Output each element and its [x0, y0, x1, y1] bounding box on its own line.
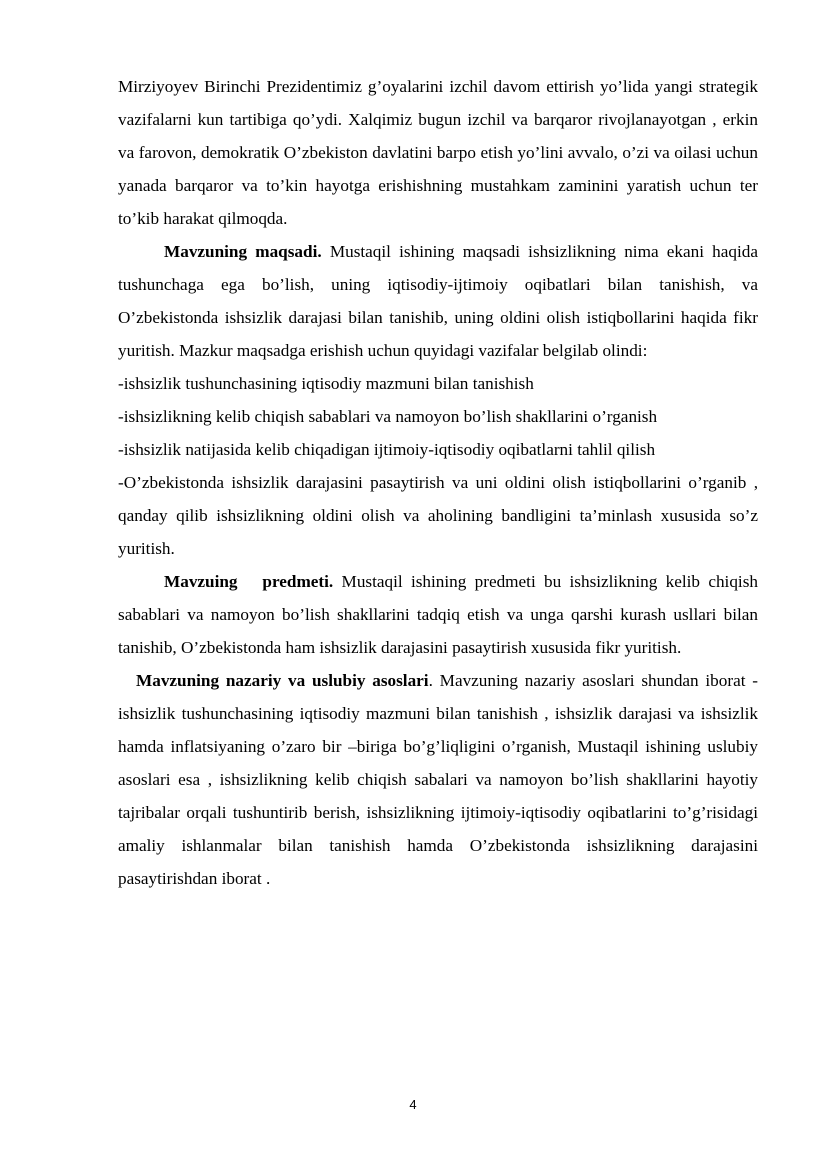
subject-text: Mustaqil ishining predmeti bu ishsizlikning kelib chiqish sabablari va namoyon bo’lish shakllarini tadqiq etish va unga qarshi kurash usllari bilan tanishib, O’zbekistonda ham ishsizlik darajasini pasaytirish xususida fikr yuritish.	[118, 572, 758, 657]
list-item: -O’zbekistonda ishsizlik darajasini pasaytirish va uni oldini olish istiqbollarini o’rganib , qanday qilib ishsizlikning oldini olish va aholining bandligini ta’minlash xususida so’z yuritish.	[118, 473, 758, 558]
paragraph-goal	[118, 235, 758, 367]
paragraph-intro: Mirziyoyev Birinchi Prezidentimiz g’oyalarini izchil davom ettirish yo’lida yangi strategik vazifalarni kun tartibiga qo’ydi. Xalqimiz bugun izchil va barqaror rivojlanayotgan , erkin va farovon, demokratik O’zbekiston davlatini barpo etish yo’lini avvalo, o’zi va oilasi uchun yanada barqaror va to’kin hayotga erishishning mustahkam zaminini yaratish uchun ter to’kib harakat qilmoqda.	[118, 77, 758, 228]
goal-heading: Mavzuning maqsadi.	[164, 242, 322, 261]
paragraph-theory	[118, 664, 758, 895]
document-body	[118, 70, 758, 895]
list-item: -ishsizlikning kelib chiqish sabablari va namoyon bo’lish shakllarini o’rganish	[118, 407, 658, 426]
list-item: -ishsizlik natijasida kelib chiqadigan ijtimoiy-iqtisodiy oqibatlarni tahlil qilish	[118, 440, 656, 459]
list-item: -ishsizlik tushunchasining iqtisodiy mazmuni bilan tanishish	[118, 374, 534, 393]
theory-text: . Mavzuning nazariy asoslari shundan iborat - ishsizlik tushunchasining iqtisodiy mazmuni bilan tanishish , ishsizlik darajasi va ishsizlik hamda inflatsiyaning o’zaro bir –biriga bo’g’liqligini o’rganish, Mustaqil ishining uslubiy asoslari esa , ishsizlikning kelib chiqish sabalari va namoyon bo’lish shakllarini hayotiy tajribalar orqali tushuntirib berish, ishsizlikning ijtimoiy-iqtisodiy oqibatlarini to’g’risidagi amaliy ishlanmalar bilan tanishish hamda O’zbekistonda ishsizlikning darajasini pasaytirishdan iborat .	[118, 671, 758, 888]
subject-heading: Mavzuing predmeti.	[164, 572, 334, 591]
goal-text: Mustaqil ishining maqsadi ishsizlikning nima ekani haqida tushunchaga ega bo’lish, uning iqtisodiy-ijtimoiy oqibatlari bilan tanishish, va O’zbekistonda ishsizlik darajasi bilan tanishib, uning oldini olish istiqbollarini haqida fikr yuritish. Mazkur maqsadga erishish uchun quyidagi vazifalar belgilab olindi:	[118, 242, 758, 360]
theory-heading: Mavzuning nazariy va uslubiy asoslari	[136, 671, 429, 690]
page-number: 4	[409, 1097, 417, 1112]
paragraph-subject	[118, 565, 758, 664]
